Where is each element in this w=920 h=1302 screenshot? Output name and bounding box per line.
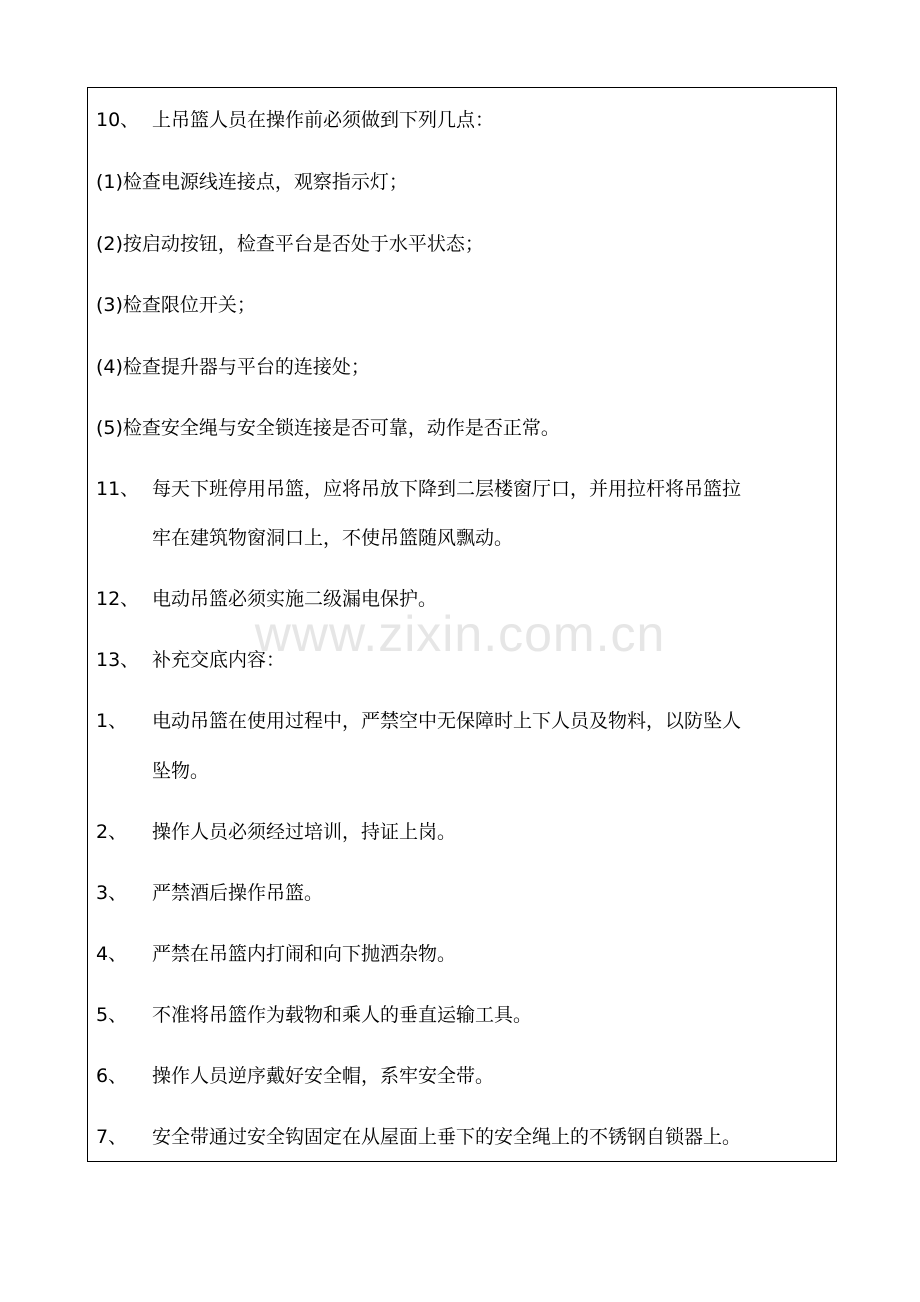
- item-text: 上吊篮人员在操作前必须做到下列几点：: [152, 109, 495, 131]
- item-11-continuation: [152, 526, 513, 550]
- item-text: 不准将吊篮作为载物和乘人的垂直运输工具。: [152, 1004, 533, 1026]
- item-text: (1)检查电源线连接点，观察指示灯；: [96, 171, 408, 193]
- supplement-item-1-continuation: [152, 759, 209, 783]
- item-text: (3)检查限位开关；: [96, 294, 256, 316]
- check-item-2: [96, 232, 484, 256]
- supplement-item-7: [96, 1125, 741, 1149]
- item-text: 操作人员必须经过培训，持证上岗。: [152, 821, 457, 843]
- supplement-item-1: [96, 709, 741, 733]
- check-item-3: [96, 293, 256, 317]
- item-number: 11、: [96, 478, 140, 500]
- item-text: 补充交底内容：: [152, 649, 286, 671]
- supplement-item-6: [96, 1064, 494, 1088]
- supplement-item-3: [96, 881, 323, 905]
- check-item-4: [96, 355, 370, 379]
- item-number: 13、: [96, 649, 140, 671]
- item-text: 安全带通过安全钩固定在从屋面上垂下的安全绳上的不锈钢自锁器上。: [152, 1126, 742, 1148]
- item-text: 每天下班停用吊篮，应将吊放下降到二层楼窗厅口，并用拉杆将吊篮拉: [152, 478, 742, 500]
- supplement-item-2: [96, 820, 456, 844]
- item-number: 3、: [96, 882, 128, 904]
- item-number: 10、: [96, 109, 140, 131]
- check-item-5: [96, 416, 560, 440]
- item-text: 严禁在吊篮内打闹和向下抛洒杂物。: [152, 943, 457, 965]
- item-number: 12、: [96, 588, 140, 610]
- watermark: www.zixin.com.cn: [254, 606, 666, 662]
- item-text: 电动吊篮在使用过程中，严禁空中无保障时上下人员及物料，以防坠人: [152, 710, 742, 732]
- supplement-item-5: [96, 1003, 532, 1027]
- item-13: [96, 648, 285, 672]
- item-number: 7、: [96, 1126, 128, 1148]
- item-text: (4)检查提升器与平台的连接处；: [96, 356, 370, 378]
- item-number: 2、: [96, 821, 128, 843]
- item-11: [96, 477, 741, 501]
- item-text: 牢在建筑物窗洞口上，不使吊篮随风飘动。: [152, 527, 514, 549]
- check-item-1: [96, 170, 408, 194]
- item-number: 1、: [96, 710, 128, 732]
- item-text: 操作人员逆序戴好安全帽，系牢安全带。: [152, 1065, 495, 1087]
- item-12: [96, 587, 437, 611]
- supplement-item-4: [96, 942, 456, 966]
- item-text: 电动吊篮必须实施二级漏电保护。: [152, 588, 438, 610]
- item-number: 5、: [96, 1004, 128, 1026]
- item-number: 4、: [96, 943, 128, 965]
- item-text: 严禁酒后操作吊篮。: [152, 882, 324, 904]
- item-number: 6、: [96, 1065, 128, 1087]
- item-text: 坠物。: [152, 760, 210, 782]
- item-text: (5)检查安全绳与安全锁连接是否可靠，动作是否正常。: [96, 417, 560, 439]
- item-text: (2)按启动按钮，检查平台是否处于水平状态；: [96, 233, 484, 255]
- item-10: [96, 108, 494, 132]
